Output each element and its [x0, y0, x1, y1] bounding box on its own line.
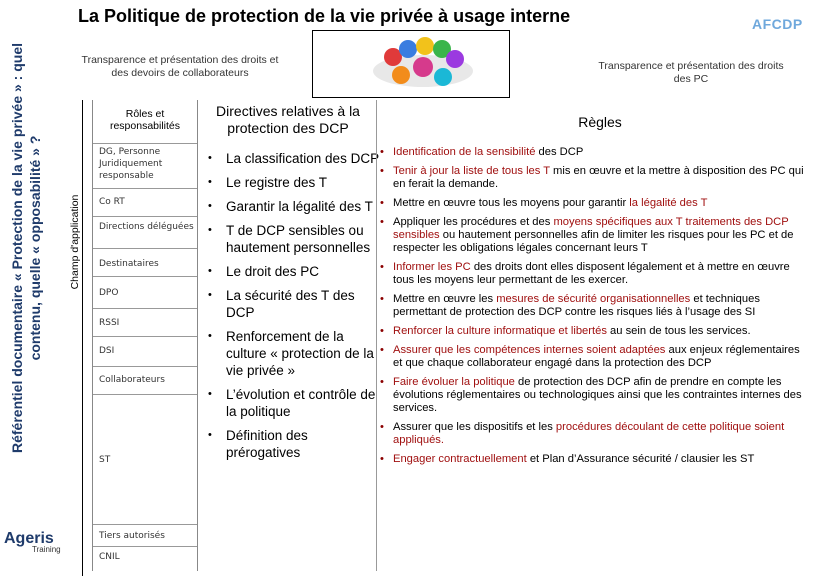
directive-item: • La sécurité des T des DCP	[206, 287, 382, 321]
rule-segment: des DCP	[535, 146, 584, 158]
directive-item: • L’évolution et contrôle de la politique	[206, 386, 382, 420]
rule-segment: et techniques permettant de protection des DCP contre les risques liés à l’usage des SI	[393, 293, 760, 318]
roles-column	[92, 100, 198, 571]
rule-segment: mesures de sécurité organisationnelles	[496, 293, 691, 305]
rule-segment: Appliquer les procédures et des	[393, 216, 554, 228]
rule-item	[378, 344, 812, 370]
side-title: Référentiel documentaire « Protection de la vie privée » : quel contenu, quelle « opposabilité » ?	[9, 42, 43, 454]
subtitle-right: Transparence et présentation des droits des PC	[598, 60, 784, 85]
role-item: DSI	[99, 346, 115, 356]
champ-divider	[82, 100, 83, 576]
rule-segment: Assurer que les compétences internes soient adaptées	[393, 344, 666, 356]
role-item: ST	[99, 455, 111, 465]
role-item: CNIL	[99, 552, 120, 562]
rule-item	[378, 146, 812, 159]
rule-segment: Engager contractuellement	[393, 453, 527, 465]
page-title: La Politique de protection de la vie privée à usage interne	[78, 6, 571, 26]
rule-item	[378, 261, 812, 287]
ageris-logo-sub: Training	[32, 545, 61, 554]
rules-list	[378, 146, 812, 472]
rule-item	[378, 325, 812, 338]
rule-segment: Renforcer la culture informatique et libertés	[393, 325, 607, 337]
rule-segment: la légalité des T	[629, 197, 708, 209]
directive-item: • Le registre des T	[206, 174, 382, 191]
directives-header: Directives relatives à la protection des DCP	[216, 103, 360, 136]
champ-label: Champ d'application	[69, 194, 81, 290]
rules-header: Règles	[578, 114, 622, 130]
rule-segment: moyens spécifiques aux T traitements des DCP sensibles	[393, 216, 789, 241]
role-item: Directions déléguées	[99, 222, 194, 232]
directive-item: • Garantir la légalité des T	[206, 198, 382, 215]
rule-segment: au sein de tous les services.	[606, 325, 751, 337]
rule-segment: Faire évoluer la politique	[393, 376, 515, 388]
rule-segment: Mettre en œuvre tous les moyens pour garantir	[393, 197, 630, 209]
rule-segment: de protection des DCP afin de prendre en compte les évolutions réglementaires ou technologiques ainsi que les contraintes internes des services.	[393, 376, 802, 414]
ageris-logo: Ageris	[4, 530, 54, 547]
rule-item	[378, 165, 812, 191]
role-item: DG, Personne Juridiquement responsable	[99, 147, 163, 181]
rule-item	[378, 197, 812, 210]
rule-item	[378, 293, 812, 319]
afcdp-logo: AFCDP	[752, 16, 803, 32]
directive-item: • Renforcement de la culture « protection de la vie privée »	[206, 328, 382, 379]
rule-item	[378, 421, 812, 447]
rule-segment: Assurer que les dispositifs et les	[393, 421, 556, 433]
rule-segment: ou hautement personnelles afin de limiter les risques pour les PC et de respecter les obligations légales concernant leurs T	[393, 229, 794, 254]
rule-segment: procédures découlant de cette politique soient appliqués.	[393, 421, 785, 446]
role-item: DPO	[99, 288, 119, 298]
role-item: Collaborateurs	[99, 375, 165, 385]
rule-item	[378, 453, 812, 466]
rule-segment: aux enjeux réglementaires et que chaque collaborateur engagé dans la protection des DCP	[393, 344, 800, 369]
people-circle-icon	[313, 31, 509, 97]
role-item: RSSI	[99, 318, 120, 328]
rule-segment: mis en œuvre et la mettre à disposition des PC qui en ferait la demande.	[393, 165, 804, 190]
role-item: Co RT	[99, 197, 125, 207]
directive-item: • T de DCP sensibles ou hautement personnelles	[206, 222, 382, 256]
rule-segment: Informer les PC	[393, 261, 471, 273]
rule-item	[378, 376, 812, 415]
subtitle-left: Transparence et présentation des droits et des devoirs de collaborateurs	[81, 54, 279, 79]
directive-item: • Le droit des PC	[206, 263, 382, 280]
rule-segment: des droits dont elles disposent légalement et à mettre en œuvre tous les moyens leur permettant de les exercer.	[393, 261, 790, 286]
rule-item	[378, 216, 812, 255]
directive-item: • La classification des DCP	[206, 150, 382, 167]
rule-segment: Tenir à jour la liste de tous les T	[393, 165, 550, 177]
roles-header: Rôles et responsabilités	[109, 108, 181, 132]
rule-segment: et Plan d’Assurance sécurité / clausier les ST	[526, 453, 755, 465]
directive-item: • Définition des prérogatives	[206, 427, 382, 461]
hero-image-frame	[312, 30, 510, 98]
directives-list	[206, 150, 382, 468]
rule-segment: Mettre en œuvre les	[393, 293, 497, 305]
role-item: Destinataires	[99, 259, 159, 269]
rule-segment: Identification de la sensibilité	[393, 146, 536, 158]
role-item: Tiers autorisés	[99, 531, 165, 541]
